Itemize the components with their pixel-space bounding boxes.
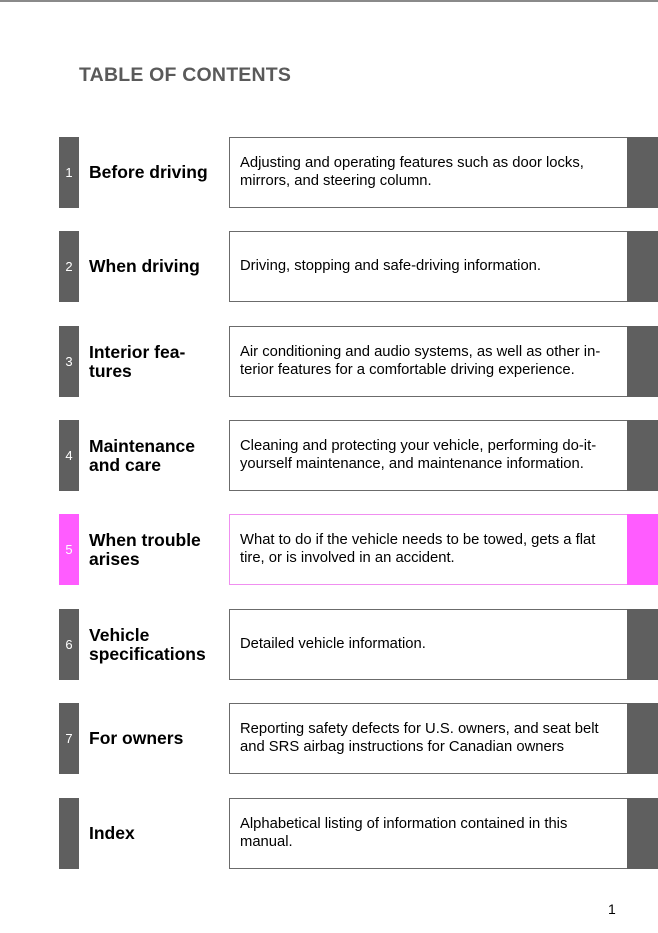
section-edge-tab	[627, 420, 658, 491]
section-number-tab: 4	[59, 420, 79, 491]
section-number-tab: 7	[59, 703, 79, 774]
section-title-line: specifications	[89, 643, 206, 664]
section-title-line: Vehicle	[89, 624, 150, 645]
section-title	[89, 231, 224, 302]
section-description-box	[229, 609, 628, 680]
section-title	[89, 514, 224, 585]
section-edge-tab	[627, 609, 658, 680]
section-description: Reporting safety defects for U.S. owners, and seat belt and SRS airbag instructions for Canadian owners	[240, 721, 599, 755]
section-description-box	[229, 231, 628, 302]
section-number-tab	[59, 798, 79, 869]
section-title	[89, 609, 224, 680]
toc-entry-before-driving[interactable]	[0, 137, 658, 208]
section-edge-tab	[627, 703, 658, 774]
section-edge-tab	[627, 137, 658, 208]
section-description-box	[229, 798, 628, 869]
toc-entry-when-driving[interactable]	[0, 231, 658, 302]
toc-entry-for-owners[interactable]	[0, 703, 658, 774]
toc-entry-maintenance-and-care[interactable]	[0, 420, 658, 491]
section-description: Cleaning and protecting your vehicle, performing do-it-yourself maintenance, and maintenance information.	[240, 438, 597, 472]
toc-entry-when-trouble-arises[interactable]	[0, 514, 658, 585]
section-edge-tab	[627, 798, 658, 869]
section-title-line: When trouble	[89, 529, 201, 550]
section-title-line: When driving	[89, 256, 200, 276]
section-title	[89, 420, 224, 491]
section-description: What to do if the vehicle needs to be towed, gets a flat tire, or is involved in an accident.	[240, 532, 596, 566]
section-title-line: For owners	[89, 728, 184, 748]
section-title-line: Interior fea-	[89, 341, 186, 362]
section-description: Driving, stopping and safe-driving information.	[240, 257, 542, 274]
section-number-tab: 5	[59, 514, 79, 585]
section-description: Alphabetical listing of information contained in this manual.	[240, 816, 568, 850]
section-number-tab: 3	[59, 326, 79, 397]
section-description-box	[229, 420, 628, 491]
section-title	[89, 326, 224, 397]
section-title-line: and care	[89, 454, 161, 475]
section-title	[89, 703, 224, 774]
section-number-tab: 1	[59, 137, 79, 208]
section-description: Adjusting and operating features such as door locks, mirrors, and steering column.	[240, 155, 584, 189]
section-description-box	[229, 703, 628, 774]
section-edge-tab	[627, 326, 658, 397]
section-title	[89, 798, 224, 869]
toc-entry-vehicle-specifications[interactable]	[0, 609, 658, 680]
toc-entry-index[interactable]	[0, 798, 658, 869]
section-number-tab: 2	[59, 231, 79, 302]
section-edge-tab	[627, 231, 658, 302]
section-description-box	[229, 137, 628, 208]
page-number: 1	[608, 901, 616, 917]
section-title-line: Index	[89, 823, 135, 843]
toc-entry-interior-features[interactable]	[0, 326, 658, 397]
section-description: Detailed vehicle information.	[240, 635, 426, 652]
section-title-line: Before driving	[89, 162, 208, 182]
section-title-line: arises	[89, 548, 140, 569]
page-title: TABLE OF CONTENTS	[79, 64, 292, 86]
section-title	[89, 137, 224, 208]
section-title-line: Maintenance	[89, 435, 195, 456]
section-description-box	[229, 326, 628, 397]
section-description: Air conditioning and audio systems, as well as other in-terior features for a comfortable driving experience.	[240, 344, 601, 378]
section-number-tab: 6	[59, 609, 79, 680]
section-edge-tab	[627, 514, 658, 585]
section-title-line: tures	[89, 360, 132, 381]
top-rule	[0, 0, 658, 2]
section-description-box	[229, 514, 628, 585]
